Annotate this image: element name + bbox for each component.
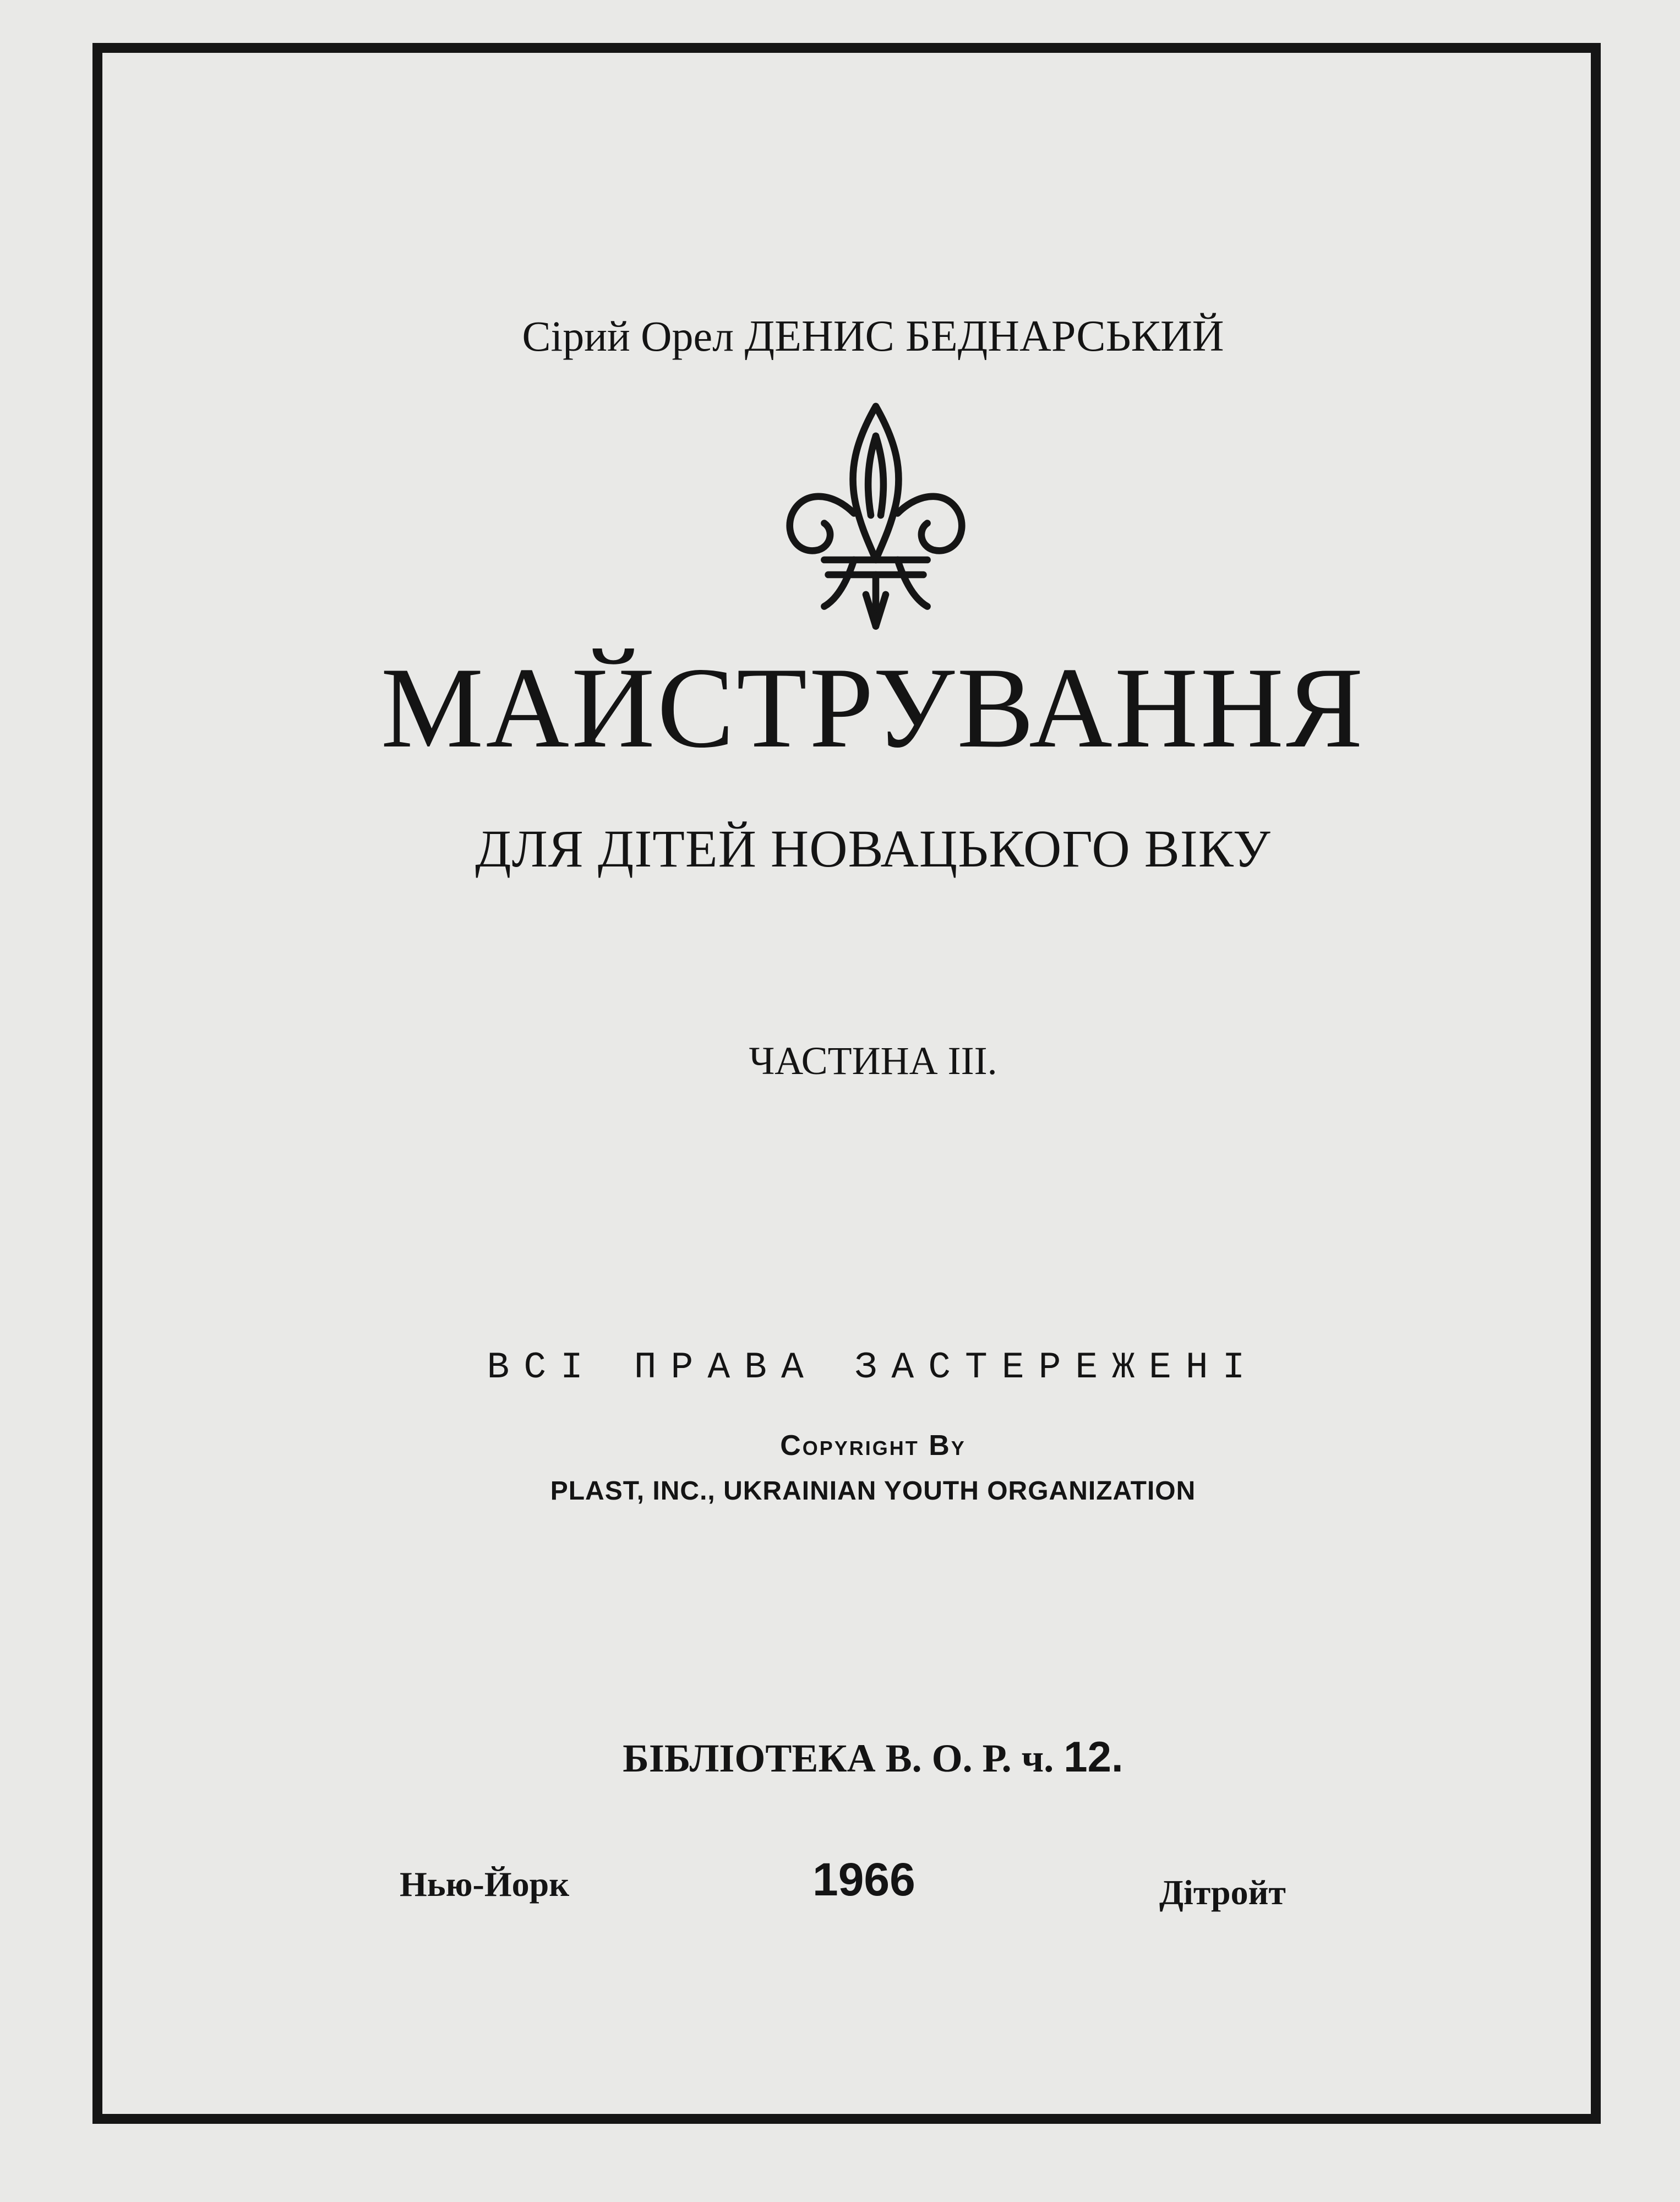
city-new-york: Нью-Йорк xyxy=(400,1865,570,1904)
library-series-label: БІБЛІОТЕКА В. О. Р. ч. xyxy=(623,1736,1054,1780)
copyright-label: Copyright By xyxy=(780,1430,966,1462)
book-title: МАЙСТРУВАННЯ xyxy=(380,644,1366,772)
fleur-de-lis-icon xyxy=(777,394,975,636)
author-name: ДЕНИС БЕДНАРСЬКИЙ xyxy=(744,312,1224,361)
book-subtitle: ДЛЯ ДІТЕЙ НОВАЦЬКОГО ВІКУ xyxy=(475,819,1271,878)
page-frame xyxy=(92,43,1601,2124)
library-series xyxy=(488,1732,1258,1782)
author-prefix: Сірий Орел xyxy=(522,312,734,360)
library-series-number: 12. xyxy=(1063,1732,1123,1781)
publisher-organization: PLAST, INC., UKRAINIAN YOUTH ORGANIZATION xyxy=(550,1476,1196,1506)
city-detroit: Дітройт xyxy=(1159,1873,1286,1912)
author-line xyxy=(323,312,1423,362)
rights-reserved: ВСІ ПРАВА ЗАСТЕРЕЖЕНІ xyxy=(487,1347,1259,1389)
part-label: ЧАСТИНА III. xyxy=(749,1039,997,1083)
publication-year: 1966 xyxy=(812,1854,915,1905)
